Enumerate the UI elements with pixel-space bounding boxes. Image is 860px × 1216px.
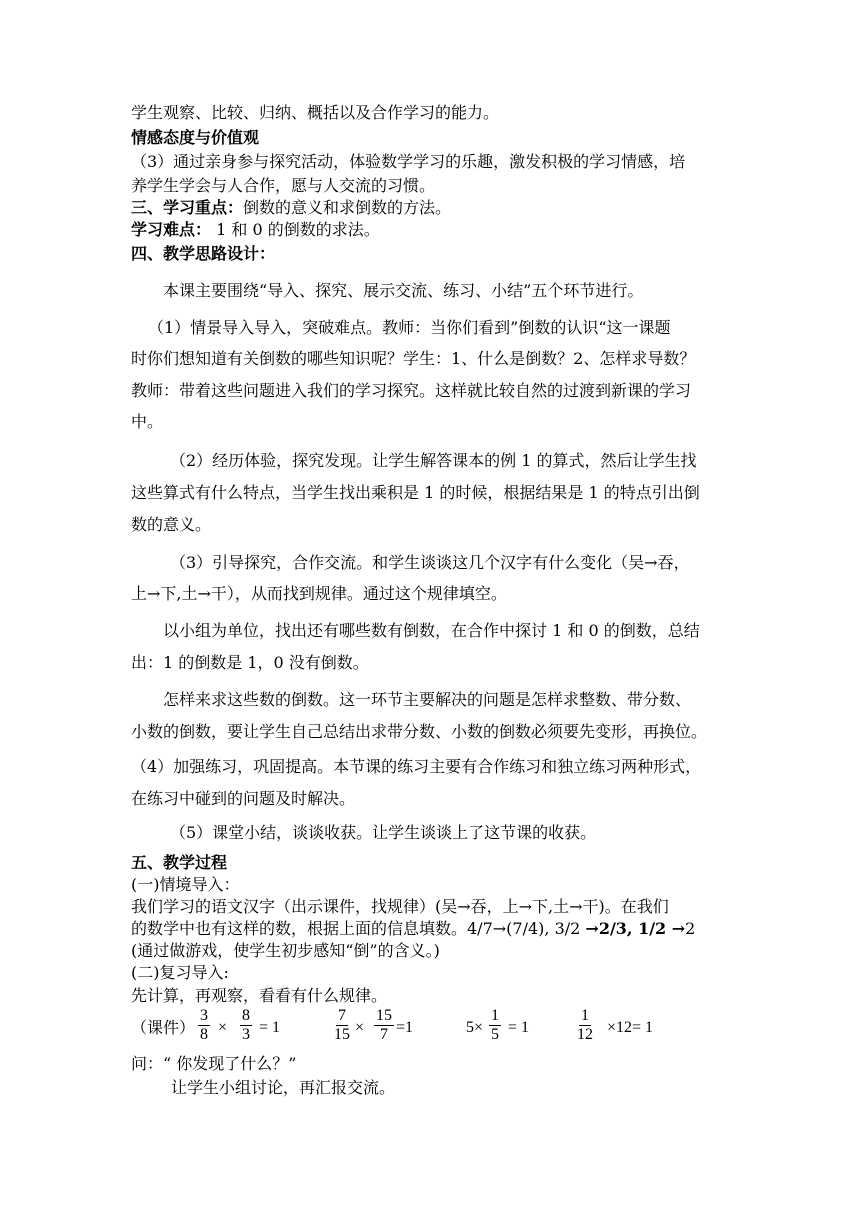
text-line: (二)复习导入: <box>131 963 229 982</box>
formula-prefix: （课件） <box>131 1020 196 1037</box>
text-line: (一)情境导入： <box>131 875 240 894</box>
paragraph-line: 上→下,土→干），从而找到规律。通过这个规律填空。 <box>131 584 507 603</box>
numerator: 15 <box>376 1007 392 1024</box>
paragraph-line: （4）加强练习，巩固提高。本节课的练习主要有合作练习和独立练习两种形式， <box>131 757 702 776</box>
paragraph-line: 小数的倒数，要让学生自己总结出求带分数、小数的倒数必须要先变形，再换位。 <box>131 722 708 741</box>
text-span: 1 和 0 的倒数的求法。 <box>211 220 380 239</box>
paragraph-line: 怎样来求这些数的倒数。这一环节主要解决的问题是怎样求整数、带分数、 <box>163 690 692 709</box>
paragraph-line: （3）引导探究，合作交流。和学生谈谈这几个汉字有什么变化（吴→吞， <box>170 553 690 572</box>
paragraph-line: 出：1 的倒数是 1，0 没有倒数。 <box>131 653 369 672</box>
times-sign: × <box>355 1019 365 1036</box>
paragraph-line: 数的意义。 <box>131 515 212 534</box>
fraction <box>332 1007 352 1044</box>
text-span: 2 <box>685 919 696 938</box>
denominator: 8 <box>200 1026 208 1043</box>
denominator: 12 <box>577 1026 593 1043</box>
fraction <box>198 1007 210 1044</box>
section-heading: 情感态度与价值观 <box>131 128 260 147</box>
equals-result: =1 <box>396 1019 414 1036</box>
text-span: →2/3, 1/2 → <box>585 919 686 938</box>
paragraph-line: 在练习中碰到的问题及时解决。 <box>131 789 356 808</box>
text-span: 倒数的意义和求倒数的方法。 <box>243 198 452 217</box>
denominator: 15 <box>334 1026 350 1043</box>
numerator: 1 <box>491 1007 499 1024</box>
multiplier: 5× <box>466 1019 484 1036</box>
paragraph-line: 中。 <box>131 412 164 431</box>
denominator: 5 <box>491 1026 499 1043</box>
text-line <box>131 220 380 240</box>
paragraph-line: （1）情景导入导入，突破难点。教师：当你们看到”倒数的认识“这一课题 <box>148 318 671 337</box>
text-line: 让学生小组讨论，再汇报交流。 <box>171 1078 396 1097</box>
fraction <box>575 1007 595 1044</box>
equals-result: = 1 <box>259 1019 281 1036</box>
section-heading: 学习难点： <box>131 220 212 239</box>
text-line <box>131 198 451 218</box>
formula-tail: ×12= 1 <box>607 1019 654 1036</box>
numerator: 1 <box>581 1007 589 1024</box>
text-line: 先计算，再观察，看看有什么规律。 <box>131 986 388 1005</box>
text-line <box>131 919 695 939</box>
paragraph-line: 时你们想知道有关倒数的哪些知识呢？学生：1、什么是倒数？2、怎样求导数？ <box>131 349 696 368</box>
paragraph-line: （5）课堂小结，谈谈收获。让学生谈谈上了这节课的收获。 <box>170 823 597 842</box>
text-line: （3）通过亲身参与探究活动，体验数学学习的乐趣，激发积极的学习情感，培 <box>131 152 686 171</box>
paragraph-line: 以小组为单位，找出还有哪些数有倒数，在合作中探讨 1 和 0 的倒数，总结 <box>163 621 700 640</box>
times-sign: × <box>218 1019 228 1036</box>
text-line: 问：“ 你发现了什么？” <box>131 1054 297 1073</box>
denominator: 7 <box>380 1026 388 1043</box>
paragraph-line: 这些算式有什么特点，当学生找出乘积是 1 的时候，根据结果是 1 的特点引出倒 <box>131 483 700 502</box>
equals-result: = 1 <box>508 1019 530 1036</box>
fraction <box>374 1007 394 1044</box>
numerator: 7 <box>338 1007 346 1024</box>
text-line: 学生观察、比较、归纳、概括以及合作学习的能力。 <box>131 103 500 122</box>
numerator: 3 <box>200 1007 208 1024</box>
paragraph-line: 本课主要围绕“导入、探究、展示交流、练习、小结”五个环节进行。 <box>163 281 644 300</box>
section-heading: 四、教学思路设计： <box>131 244 276 263</box>
denominator: 3 <box>242 1026 250 1043</box>
text-line: (通过做游戏，使学生初步感知“倒”的含义。) <box>131 941 440 960</box>
section-heading: 五、教学过程 <box>131 853 228 872</box>
fraction <box>489 1007 501 1044</box>
paragraph-line: 教师：带着这些问题进入我们的学习探究。这样就比较自然的过渡到新课的学习 <box>131 381 692 400</box>
fraction <box>240 1007 252 1044</box>
text-line: 我们学习的语文汉字（出示课件，找规律）(吴→吞，上→下,土→干)。在我们 <box>131 897 669 916</box>
text-line: 养学生学会与人合作，愿与人交流的习惯。 <box>131 176 436 195</box>
section-heading: 三、学习重点： <box>131 198 244 217</box>
numerator: 8 <box>242 1007 250 1024</box>
paragraph-line: （2）经历体验，探究发现。让学生解答课本的例 1 的算式，然后让学生找 <box>170 451 697 470</box>
text-span: 的数学中也有这样的数，根据上面的信息填数。4/7→(7/4), 3/2 <box>131 919 586 938</box>
